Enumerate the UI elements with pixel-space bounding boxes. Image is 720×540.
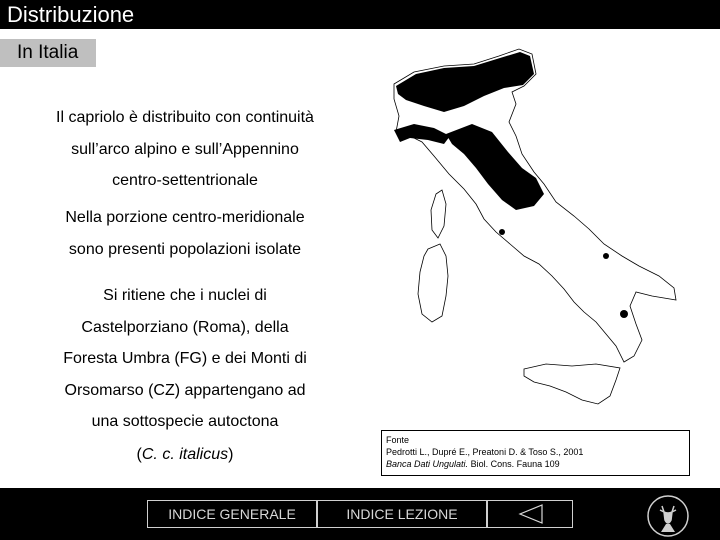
apennine-area <box>446 124 544 210</box>
text-line: Il capriolo è distribuito con continuità <box>56 109 314 126</box>
alpine-range-area <box>396 52 534 112</box>
paren-open: ( <box>136 446 142 463</box>
corsica-outline <box>431 190 446 238</box>
deer-logo-icon <box>646 494 690 538</box>
species-name: C. c. italicus <box>141 446 229 463</box>
text-line: Foresta Umbra (FG) e dei Monti di <box>63 350 307 367</box>
triangle-left-icon <box>510 501 550 527</box>
back-button[interactable] <box>487 500 573 528</box>
source-journal: Biol. Cons. Fauna 109 <box>470 459 560 469</box>
text-line: centro-settentrionale <box>112 172 258 189</box>
source-authors: Pedrotti L., Dupré E., Preatoni D. & Toso S., 2001 <box>386 447 584 457</box>
paren-close: ) <box>228 446 234 463</box>
sicily-outline <box>524 364 620 404</box>
foresta-umbra-population <box>603 253 609 259</box>
section-subtitle: In Italia <box>0 39 96 67</box>
text-line: una sottospecie autoctona <box>91 413 279 430</box>
general-index-button[interactable]: INDICE GENERALE <box>147 500 317 528</box>
paragraph-distribution <box>30 102 340 197</box>
northwest-area <box>394 124 450 144</box>
text-line: Orsomarso (CZ) appartengano ad <box>64 381 306 399</box>
text-line: Nella porzione centro-meridionale <box>65 209 305 226</box>
source-label: Fonte <box>386 435 410 445</box>
slide-title: Distribuzione <box>7 2 135 27</box>
paragraph-subspecies <box>30 280 340 438</box>
italy-distribution-map <box>384 44 684 432</box>
text-line: Si ritiene che i nuclei di <box>103 287 267 304</box>
text-line: Castelporziano (Roma), della <box>81 318 289 336</box>
text-line <box>30 439 340 471</box>
source-citation <box>381 430 690 476</box>
lesson-index-button[interactable]: INDICE LEZIONE <box>317 500 487 528</box>
text-line: sull’arco alpino e sull’Appennino <box>71 140 299 158</box>
castelporziano-population <box>499 229 505 235</box>
text-line: sono presenti popolazioni isolate <box>68 240 302 258</box>
slide-header <box>0 0 720 29</box>
sardinia-outline <box>418 244 448 322</box>
source-reference <box>386 458 685 470</box>
paragraph-species-name <box>30 439 340 471</box>
source-title: Banca Dati Ungulati. <box>386 459 469 469</box>
paragraph-isolated <box>30 202 340 265</box>
orsomarso-population <box>620 310 628 318</box>
